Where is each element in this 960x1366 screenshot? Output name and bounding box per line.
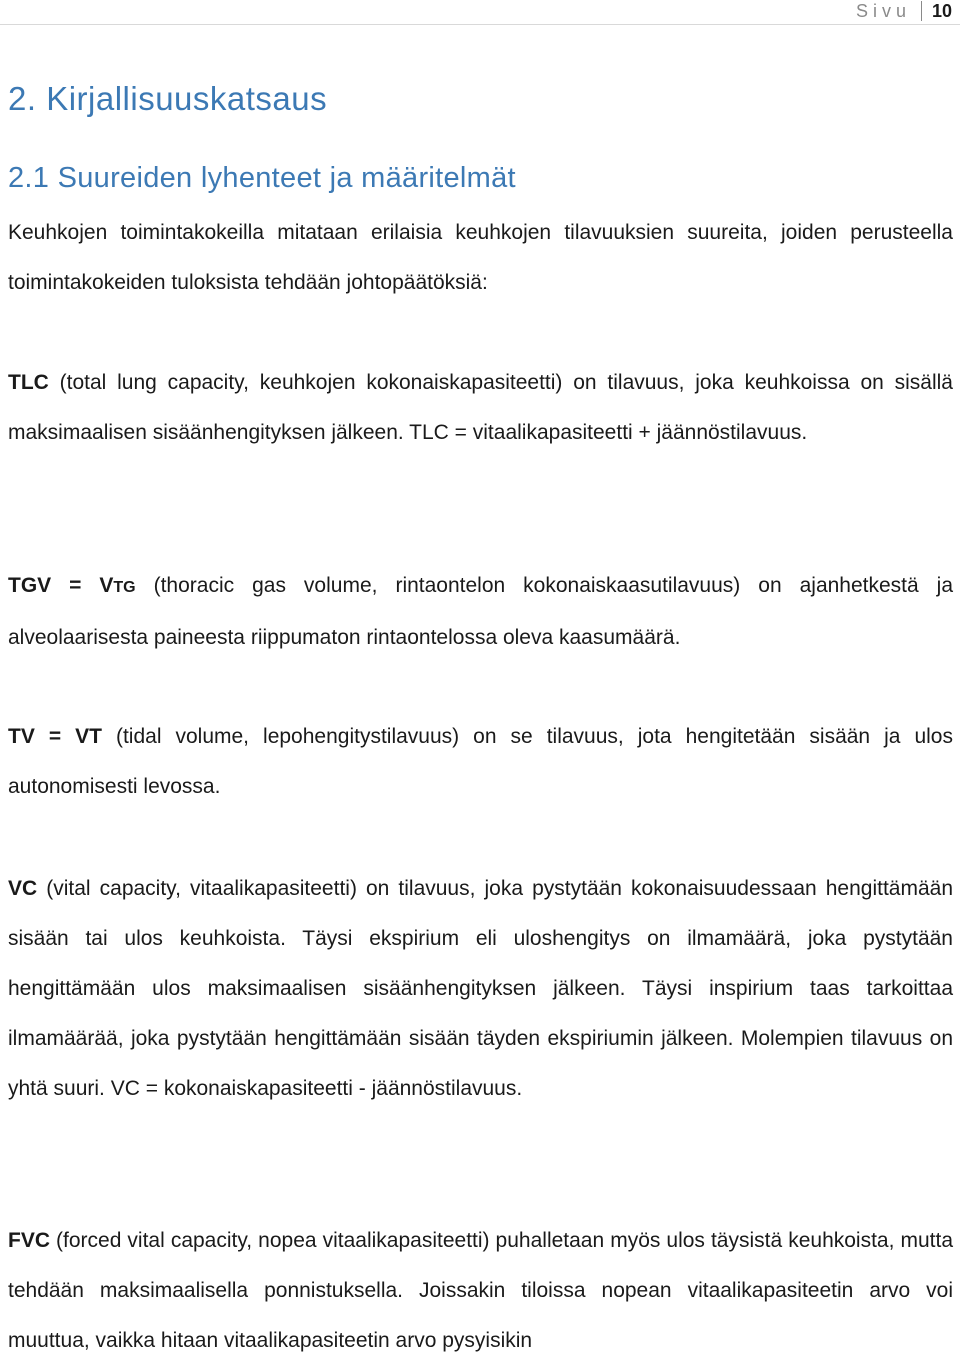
intro-paragraph: Keuhkojen toimintakokeilla mitataan erilaisia keuhkojen tilavuuksien suureita, joiden perusteella toimintakokeiden tuloksista tehdään johtopäätöksiä: — [8, 221, 953, 294]
chapter-title: 2. Kirjallisuuskatsaus — [8, 80, 328, 117]
definition-term: FVC — [8, 1229, 50, 1252]
definition-text: (total lung capacity, keuhkojen kokonaiskapasiteetti) on tilavuus, joka keuhkoissa on sisällä maksimaalisen sisäänhengityksen jälkeen. TLC = vitaalikapasiteetti + jäännöstilavuus. — [8, 371, 953, 444]
definition-text: (vital capacity, vitaalikapasiteetti) on tilavuus, joka pystytään kokonaisuudessaan hengittämään sisään tai ulos keuhkoista. Täysi ekspirium eli uloshengitys on ilmamäärä, joka pystytään hengittämään ulos maksimaalisen sisäänhengityksen jälkeen. Täysi inspirium taas tarkoittaa ilmamäärää, joka pystytään hengittämään sisään täyden ekspiriumin jälkeen. Molempien tilavuus on yhtä suuri. VC = kokonaiskapasiteetti - jäännöstilavuus. — [8, 877, 953, 1100]
definition-text: (thoracic gas volume, rintaontelon kokonaiskaasutilavuus) on ajanhetkestä ja alveolaarisesta paineesta riippumaton rintaontelossa oleva kaasumäärä. — [8, 574, 954, 649]
definition-tlc — [8, 358, 953, 458]
page-header — [0, 0, 960, 25]
definition-vc — [8, 864, 953, 1114]
definition-text: (forced vital capacity, nopea vitaalikapasiteetti) puhalletaan myös ulos täysistä keuhkoista, mutta tehdään maksimaalisella ponnistuksella. Joissakin tiloissa nopean vitaalikapasiteetin arvo voi muuttua, vaikka hitaan vitaalikapasiteetin arvo pysyisikin — [8, 1229, 953, 1352]
section-title: 2.1 Suureiden lyhenteet ja määritelmät — [8, 162, 516, 194]
definition-term-subscript: TG — [113, 579, 136, 596]
page-number-block — [856, 0, 952, 22]
page-label: Sivu — [855, 0, 911, 21]
definition-tv — [8, 712, 953, 812]
page-separator — [921, 1, 922, 21]
definition-term: TLC — [8, 371, 49, 394]
definition-text: (tidal volume, lepohengitystilavuus) on se tilavuus, jota hengitetään sisään ja ulos autonomisesti levossa. — [8, 725, 953, 798]
definition-tgv — [8, 561, 953, 663]
definition-term: TGV = V — [8, 574, 114, 597]
definition-fvc — [8, 1216, 953, 1366]
definition-term: TV = VT — [8, 725, 102, 748]
definition-term: VC — [8, 877, 38, 900]
page-number: 10 — [931, 0, 952, 21]
